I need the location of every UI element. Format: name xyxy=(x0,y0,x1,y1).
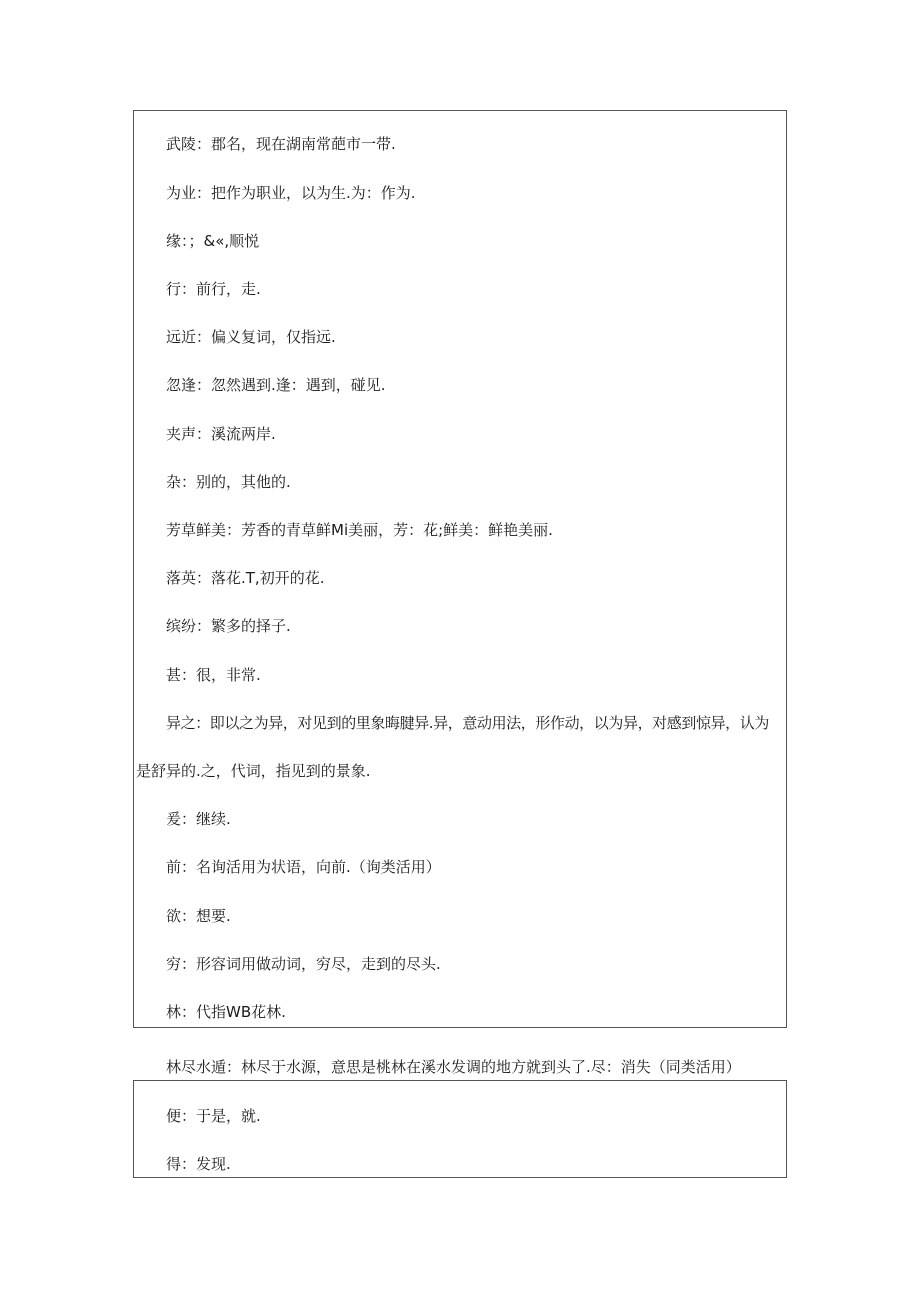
note-line-between: 林尽水遁：林尽于水源，意思是桃林在溪水发调的地方就到头了.尽：消失（同类活用） xyxy=(166,1058,741,1076)
note-line: 林：代指WB花林. xyxy=(166,1003,286,1021)
note-line: 远近：偏义复词，仅指远. xyxy=(166,328,336,346)
note-line: 忽逢：忽然遇到.逢：遇到，碰见. xyxy=(166,376,386,394)
note-line: 落英：落花.T,初开的花. xyxy=(166,569,325,587)
note-line: 异之：即以之为异，对见到的里象晦腱异.异，意动用法，形作动，以为异，对感到惊异，认为 xyxy=(166,714,769,732)
note-line: 缤纷：繁多的择子. xyxy=(166,617,291,635)
note-line: 前：名询活用为状语，向前.（询类活用） xyxy=(166,858,441,876)
note-line: 缘：；&«,顺悦 xyxy=(166,232,260,250)
note-line: 是舒异的.之，代词，指见到的景象. xyxy=(136,762,371,780)
note-line: 夹声：溪流两岸. xyxy=(166,425,276,443)
note-line: 杂：别的，其他的. xyxy=(166,473,291,491)
note-line: 行：前行，走. xyxy=(166,280,261,298)
note-line: 为业：把作为职业，以为生.为：作为. xyxy=(166,184,416,202)
note-line: 穷：形容词用做动词，穷尽，走到的尽头. xyxy=(166,955,441,973)
note-line: 便：于是，就. xyxy=(166,1107,261,1125)
note-line: 芳草鲜美：芳香的青草鲜Mi美丽，芳：花;鲜美：鲜艳美丽. xyxy=(166,521,553,539)
note-line: 甚：很，非常. xyxy=(166,666,261,684)
notes-box-bottom xyxy=(133,1080,787,1178)
note-line: 爰：继续. xyxy=(166,810,231,828)
note-line: 得：发现. xyxy=(166,1155,231,1173)
note-line: 武陵：郡名，现在湖南常葩市一带. xyxy=(166,135,396,153)
note-line: 欲：想要. xyxy=(166,907,231,925)
